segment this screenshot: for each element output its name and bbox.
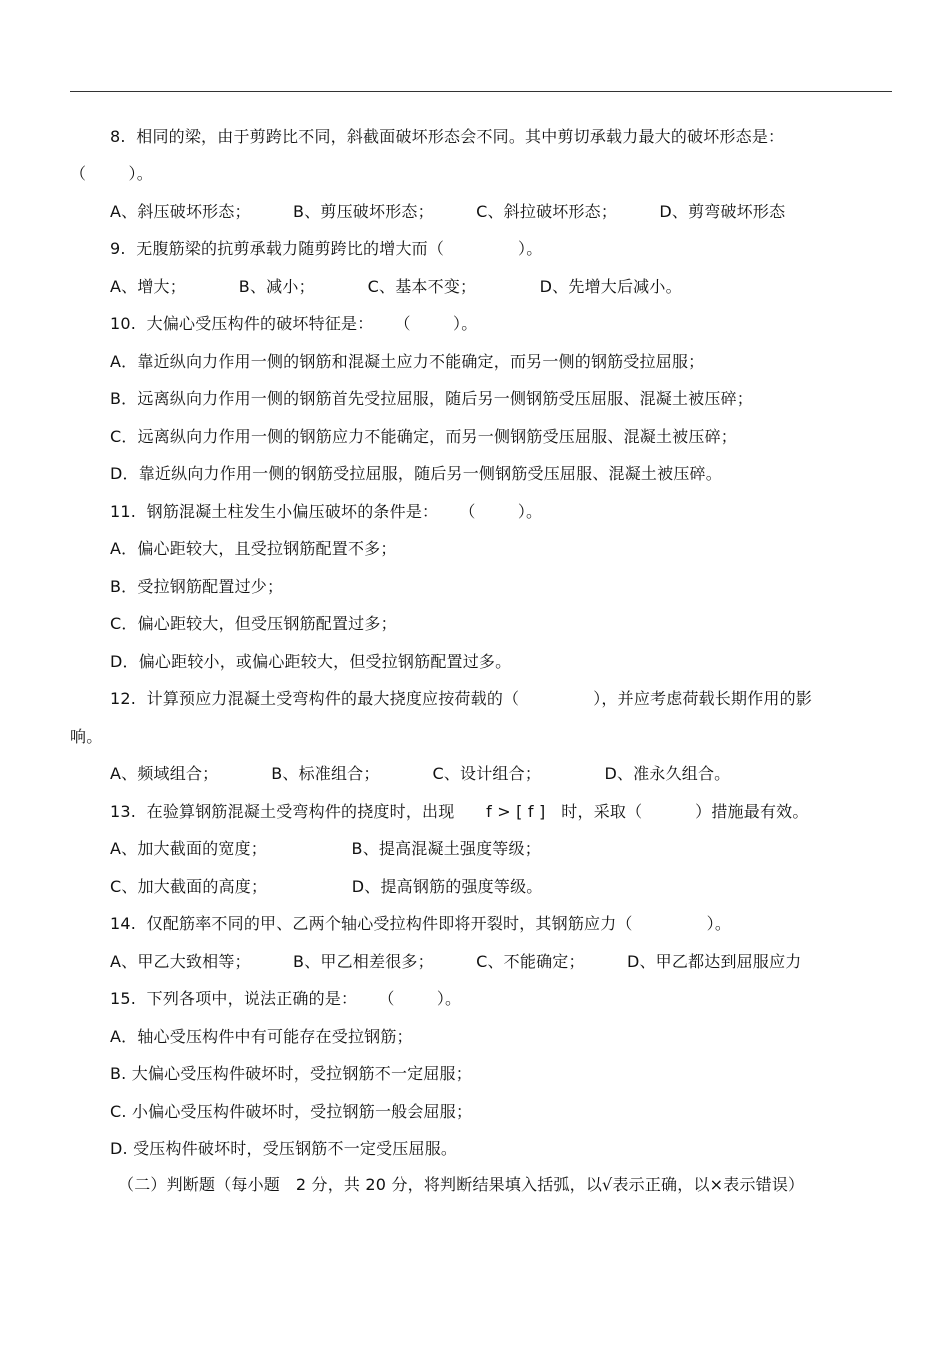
question-15-stem: 15. 下列各项中，说法正确的是： （ ）。 <box>110 989 462 1008</box>
question-15-option-b: B. 大偏心受压构件破坏时，受拉钢筋不一定屈服； <box>110 1064 472 1083</box>
question-13-stem: 13. 在验算钢筋混凝土受弯构件的挠度时，出现 f > [ f ] 时，采取（ ）措施最有效。 <box>110 802 809 821</box>
question-11-option-d: D．偏心距较小，或偏心距较大，但受拉钢筋配置过多。 <box>110 652 512 671</box>
question-15-option-d: D. 受压构件破坏时，受压钢筋不一定受压屈服。 <box>110 1139 458 1158</box>
question-10-option-c: C．远离纵向力作用一侧的钢筋应力不能确定，而另一侧钢筋受压屈服、混凝土被压碎； <box>110 427 737 446</box>
question-10-option-a: A．靠近纵向力作用一侧的钢筋和混凝土应力不能确定，而另一侧的钢筋受拉屈服； <box>110 352 705 371</box>
question-11-option-b: B．受拉钢筋配置过少； <box>110 577 284 596</box>
question-8-options: A、斜压破坏形态； B、剪压破坏形态； C、斜拉破坏形态； D、剪弯破坏形态 <box>110 202 786 221</box>
question-9-options: A、增大； B、减小； C、基本不变； D、先增大后减小。 <box>110 277 682 296</box>
section-heading-judgment: （二）判断题（每小题 2 分，共 20 分，将判断结果填入括弧，以√表示正确，以×表示错误） <box>118 1175 805 1194</box>
question-10-option-d: D．靠近纵向力作用一侧的钢筋受拉屈服，随后另一侧钢筋受压屈服、混凝土被压碎。 <box>110 464 722 483</box>
question-8-stem: 8. 相同的梁，由于剪跨比不同，斜截面破坏形态会不同。其中剪切承载力最大的破坏形态是： <box>110 127 785 146</box>
question-9-stem: 9. 无腹筋梁的抗剪承载力随剪跨比的增大而（ ）。 <box>110 239 543 258</box>
question-12-stem: 12. 计算预应力混凝土受弯构件的最大挠度应按荷载的（ ），并应考虑荷载长期作用的影 <box>110 689 813 708</box>
question-15-option-a: A．轴心受压构件中有可能存在受拉钢筋； <box>110 1027 413 1046</box>
question-8-stem-cont: （ ）。 <box>70 164 153 183</box>
question-14-stem: 14. 仅配筋率不同的甲、乙两个轴心受拉构件即将开裂时，其钢筋应力（ ）。 <box>110 914 732 933</box>
question-12-options: A、频域组合； B、标准组合； C、设计组合； D、准永久组合。 <box>110 764 731 783</box>
question-11-stem: 11. 钢筋混凝土柱发生小偏压破坏的条件是： （ ）。 <box>110 502 543 521</box>
header-rule <box>70 91 892 92</box>
question-13-options-cd: C、加大截面的高度； D、提高钢筋的强度等级。 <box>110 877 543 896</box>
question-11-option-c: C．偏心距较大，但受压钢筋配置过多； <box>110 614 397 633</box>
question-12-stem-cont: 响。 <box>70 727 103 746</box>
question-15-option-c: C. 小偏心受压构件破坏时，受拉钢筋一般会屈服； <box>110 1102 473 1121</box>
question-13-options-ab: A、加大截面的宽度； B、提高混凝土强度等级； <box>110 839 541 858</box>
question-14-options: A、甲乙大致相等； B、甲乙相差很多； C、不能确定； D、甲乙都达到屈服应力 <box>110 952 802 971</box>
question-11-option-a: A．偏心距较大，且受拉钢筋配置不多； <box>110 539 397 558</box>
question-10-option-b: B．远离纵向力作用一侧的钢筋首先受拉屈服，随后另一侧钢筋受压屈服、混凝土被压碎； <box>110 389 753 408</box>
question-10-stem: 10. 大偏心受压构件的破坏特征是： （ ）。 <box>110 314 478 333</box>
